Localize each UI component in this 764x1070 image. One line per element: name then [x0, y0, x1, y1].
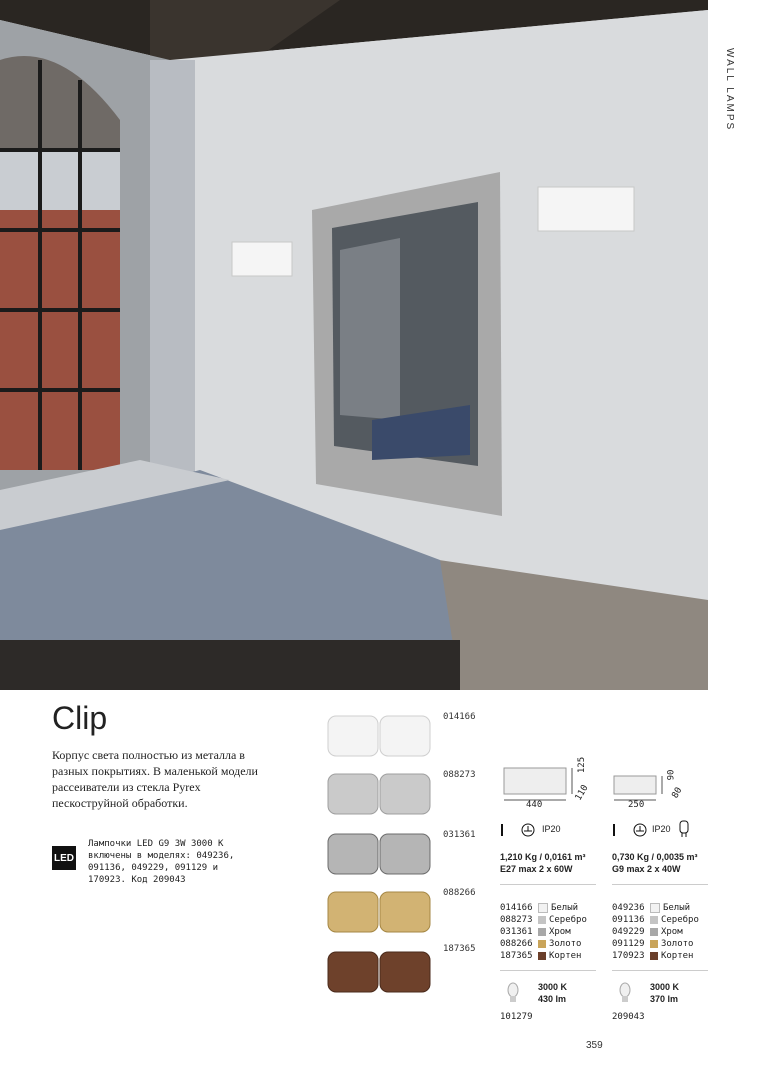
page-number: 359: [586, 1040, 603, 1051]
bulb-code-small: 209043: [612, 1012, 645, 1022]
finish-code: 049236: [612, 903, 645, 913]
finish-name: Серебро: [660, 915, 699, 925]
dim-height-small: 90: [666, 769, 677, 781]
finish-code: 049229: [612, 927, 645, 937]
variant-code: 088273: [443, 770, 476, 780]
variant-white-lamp: [324, 712, 434, 760]
lamp-white-icon: [324, 712, 434, 760]
swatch-white: [650, 903, 660, 913]
variant-gold-lamp: [324, 888, 434, 936]
finish-name: Хром: [548, 927, 571, 937]
finish-name: Кортен: [660, 951, 694, 961]
lamp-chrome-icon: [324, 830, 434, 878]
lamp-gold-icon: [324, 888, 434, 936]
finish-code: 091136: [612, 915, 645, 925]
divider: [612, 884, 708, 885]
dim-width-large: 440: [526, 800, 543, 810]
finish-list-small: [612, 902, 699, 962]
variant-code: 187365: [443, 944, 476, 954]
swatch-corten: [538, 952, 546, 960]
finish-name: Кортен: [548, 951, 582, 961]
variant-code: 014166: [443, 712, 476, 722]
led-badge-icon: LED: [52, 846, 76, 870]
variant-corten-lamp: [324, 948, 434, 996]
bulb-code-large: 101279: [500, 1012, 533, 1022]
bulb-small: G9 max 2 x 40W: [612, 864, 681, 874]
finish-code: 014166: [500, 903, 533, 913]
ip-rating-small: IP20: [652, 824, 671, 834]
finish-code: 170923: [612, 951, 645, 961]
variant-code: 031361: [443, 830, 476, 840]
finish-name: Золото: [660, 939, 694, 949]
swatch-silver: [650, 916, 658, 924]
list-item: [612, 950, 699, 962]
dim-height-large: 125: [577, 756, 588, 774]
variant-code: 088266: [443, 888, 476, 898]
ground-class-icon: [500, 822, 540, 838]
list-item: [500, 938, 587, 950]
bulb-icon: [618, 982, 632, 1004]
swatch-chrome: [650, 928, 658, 936]
bulb-temp-small: 3000 K: [650, 982, 680, 992]
finish-code: 091129: [612, 939, 645, 949]
list-item: [500, 914, 587, 926]
dim-depth-small: 80: [670, 785, 685, 801]
bulb-large: E27 max 2 x 60W: [500, 864, 573, 874]
finish-name: Белый: [550, 903, 579, 913]
weight-small: 0,730 Kg / 0,0035 m³: [612, 852, 698, 862]
finish-name: Золото: [548, 939, 582, 949]
led-note: Лампочки LED G9 3W 3000 K включены в моделях: 049236, 091136, 049229, 091129 и 170923. Код 209043: [88, 839, 235, 885]
list-item: [612, 938, 699, 950]
swatch-white: [538, 903, 548, 913]
swatch-corten: [650, 952, 658, 960]
finish-name: Белый: [662, 903, 691, 913]
dim-depth-large: 110: [573, 783, 591, 803]
divider: [500, 884, 596, 885]
dim-width-small: 250: [628, 800, 645, 810]
lamp-silver-icon: [324, 770, 434, 818]
finish-code: 088273: [500, 915, 533, 925]
list-item: [612, 902, 699, 914]
finish-code: 031361: [500, 927, 533, 937]
divider: [500, 970, 596, 971]
list-item: [500, 950, 587, 962]
divider: [612, 970, 708, 971]
list-item: [500, 902, 587, 914]
dimension-diagram-small-icon: [612, 769, 677, 804]
finish-name: Хром: [660, 927, 683, 937]
bulb-lumen-small: 370 lm: [650, 994, 679, 1004]
ground-class-icon: [612, 822, 652, 838]
finish-code: 187365: [500, 951, 533, 961]
product-description: Корпус света полностью из металла в разных покрытиях. В маленькой модели рассеиватели из стекла Pyrex пескоструйной обработки.: [52, 748, 258, 810]
swatch-chrome: [538, 928, 546, 936]
finish-name: Серебро: [548, 915, 587, 925]
weight-large: 1,210 Kg / 0,0161 m³: [500, 852, 586, 862]
variant-silver-lamp: [324, 770, 434, 818]
bulb-temp-large: 3000 K: [538, 982, 568, 992]
lamp-corten-icon: [324, 948, 434, 996]
g9-bulb-icon: [678, 820, 690, 838]
ip-rating-large: IP20: [542, 824, 561, 834]
product-title: Clip: [52, 700, 108, 736]
bulb-icon: [506, 982, 520, 1004]
list-item: [612, 926, 699, 938]
variant-chrome-lamp: [324, 830, 434, 878]
finish-list-large: [500, 902, 587, 962]
swatch-silver: [538, 916, 546, 924]
section-label: WALL LAMPS: [724, 48, 735, 132]
finish-code: 088266: [500, 939, 533, 949]
swatch-gold: [650, 940, 658, 948]
swatch-gold: [538, 940, 546, 948]
list-item: [500, 926, 587, 938]
bulb-lumen-large: 430 lm: [538, 994, 567, 1004]
list-item: [612, 914, 699, 926]
